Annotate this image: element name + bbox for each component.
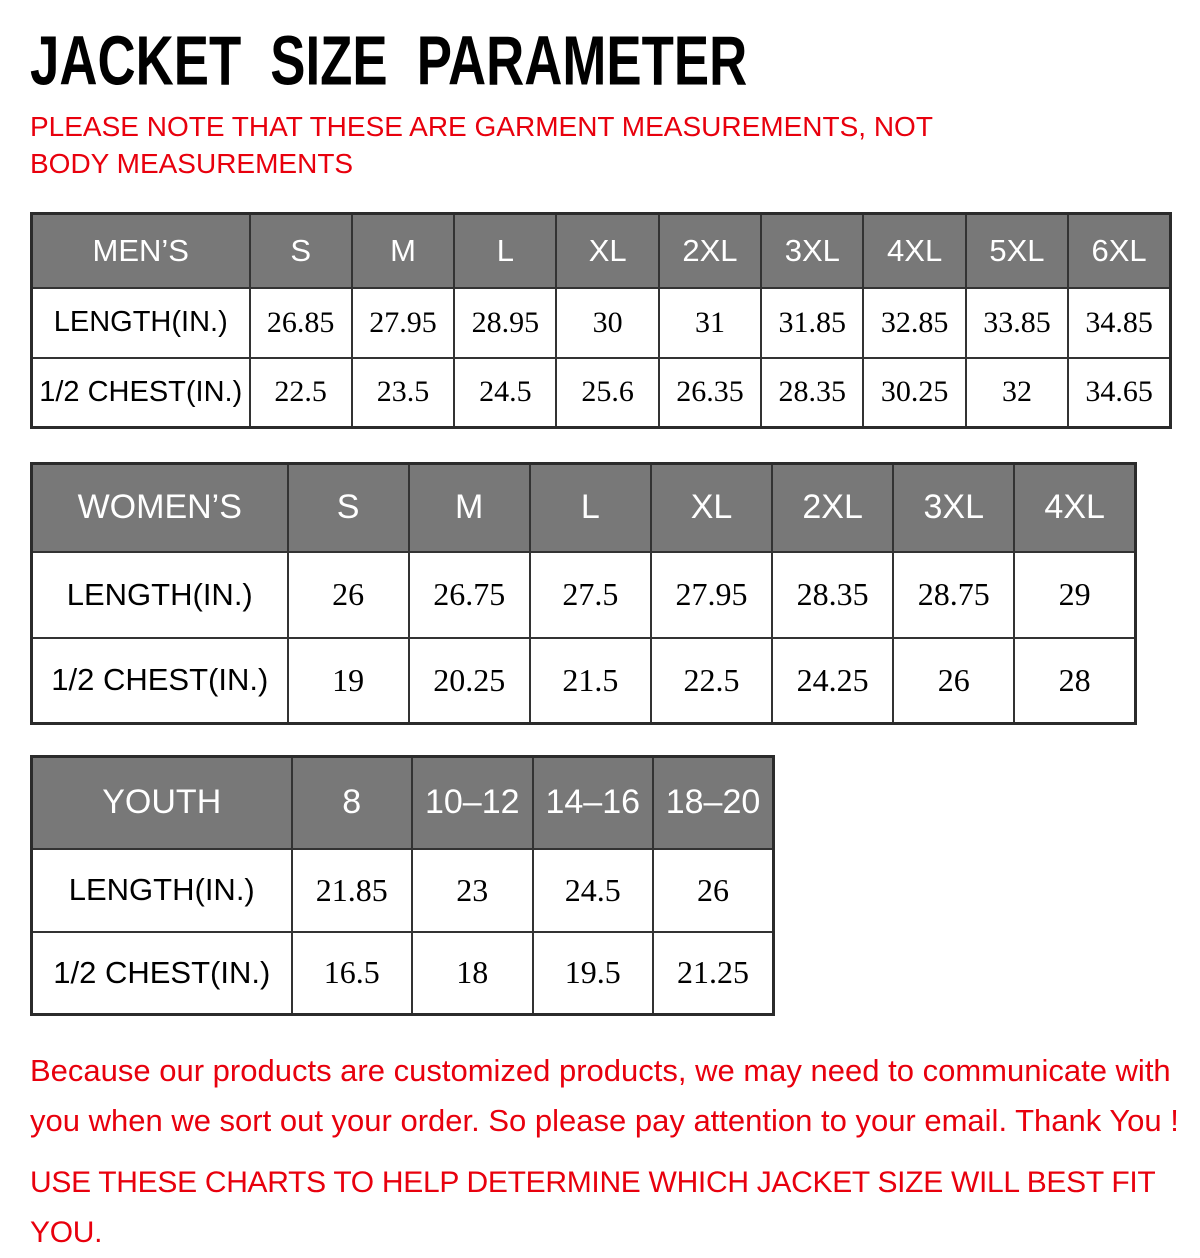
measurement-value-cell: 22.5 bbox=[250, 358, 352, 428]
measurement-value-cell: 26 bbox=[653, 849, 774, 932]
size-column-header: XL bbox=[556, 214, 658, 288]
size-header-row bbox=[32, 464, 1136, 552]
measurement-value-cell: 19.5 bbox=[533, 932, 654, 1015]
size-column-header: 3XL bbox=[761, 214, 863, 288]
row-label-cell: 1/2 CHEST(IN.) bbox=[32, 932, 292, 1015]
measurement-value-cell: 27.95 bbox=[352, 288, 454, 358]
measurement-value-cell: 33.85 bbox=[966, 288, 1068, 358]
size-column-header: L bbox=[530, 464, 651, 552]
size-column-header: 14–16 bbox=[533, 757, 654, 849]
size-header-row bbox=[32, 757, 774, 849]
row-label-cell: LENGTH(IN.) bbox=[32, 552, 288, 638]
measurement-value-cell: 24.5 bbox=[533, 849, 654, 932]
measurement-value-cell: 21.5 bbox=[530, 638, 651, 724]
page-title: JACKET SIZE PARAMETER bbox=[30, 20, 748, 100]
measurement-value-cell: 28 bbox=[1014, 638, 1135, 724]
size-column-header: 4XL bbox=[1014, 464, 1135, 552]
size-column-header: 6XL bbox=[1068, 214, 1170, 288]
size-column-header: L bbox=[454, 214, 556, 288]
measurement-row bbox=[32, 288, 1171, 358]
row-label-cell: 1/2 CHEST(IN.) bbox=[32, 638, 288, 724]
measurement-value-cell: 21.25 bbox=[653, 932, 774, 1015]
measurement-value-cell: 28.35 bbox=[761, 358, 863, 428]
footer-usage-note: USE THESE CHARTS TO HELP DETERMINE WHICH JACKET SIZE WILL BEST FIT YOU. bbox=[30, 1166, 1155, 1249]
measurement-value-cell: 32.85 bbox=[863, 288, 965, 358]
measurement-value-cell: 25.6 bbox=[556, 358, 658, 428]
size-header-row bbox=[32, 214, 1171, 288]
measurement-value-cell: 30.25 bbox=[863, 358, 965, 428]
group-header-womens: WOMEN’S bbox=[32, 464, 288, 552]
row-label-cell: LENGTH(IN.) bbox=[32, 849, 292, 932]
measurement-row bbox=[32, 638, 1136, 724]
measurement-value-cell: 26.35 bbox=[659, 358, 761, 428]
measurement-value-cell: 26 bbox=[288, 552, 409, 638]
measurement-row bbox=[32, 849, 774, 932]
measurement-value-cell: 34.85 bbox=[1068, 288, 1170, 358]
measurement-value-cell: 29 bbox=[1014, 552, 1135, 638]
measurement-value-cell: 21.85 bbox=[292, 849, 413, 932]
size-column-header: M bbox=[409, 464, 530, 552]
group-header-mens: MEN’S bbox=[32, 214, 250, 288]
garment-measurement-note: PLEASE NOTE THAT THESE ARE GARMENT MEASUREMENTS, NOT BODY MEASUREMENTS bbox=[30, 111, 933, 179]
size-column-header: 18–20 bbox=[653, 757, 774, 849]
row-label-cell: LENGTH(IN.) bbox=[32, 288, 250, 358]
measurement-value-cell: 18 bbox=[412, 932, 533, 1015]
measurement-value-cell: 31 bbox=[659, 288, 761, 358]
footer-communication-note: Because our products are customized products, we may need to communicate with you when we sort out your order. So please pay attention to your email. Thank You ! bbox=[30, 1053, 1179, 1138]
size-tables-container bbox=[30, 212, 1200, 1016]
measurement-row bbox=[32, 932, 774, 1015]
measurement-value-cell: 31.85 bbox=[761, 288, 863, 358]
size-column-header: 3XL bbox=[893, 464, 1014, 552]
group-header-youth: YOUTH bbox=[32, 757, 292, 849]
measurement-value-cell: 28.35 bbox=[772, 552, 893, 638]
measurement-value-cell: 19 bbox=[288, 638, 409, 724]
measurement-value-cell: 24.25 bbox=[772, 638, 893, 724]
size-column-header: 2XL bbox=[772, 464, 893, 552]
jacket-size-chart-page bbox=[0, 20, 1200, 1249]
size-column-header: M bbox=[352, 214, 454, 288]
measurement-row bbox=[32, 552, 1136, 638]
measurement-value-cell: 23.5 bbox=[352, 358, 454, 428]
measurement-value-cell: 26.85 bbox=[250, 288, 352, 358]
measurement-value-cell: 34.65 bbox=[1068, 358, 1170, 428]
measurement-value-cell: 24.5 bbox=[454, 358, 556, 428]
size-table-mens bbox=[30, 212, 1172, 429]
measurement-value-cell: 20.25 bbox=[409, 638, 530, 724]
measurement-value-cell: 27.5 bbox=[530, 552, 651, 638]
measurement-value-cell: 30 bbox=[556, 288, 658, 358]
size-column-header: 10–12 bbox=[412, 757, 533, 849]
size-column-header: XL bbox=[651, 464, 772, 552]
measurement-value-cell: 22.5 bbox=[651, 638, 772, 724]
measurement-value-cell: 28.75 bbox=[893, 552, 1014, 638]
size-column-header: 8 bbox=[292, 757, 413, 849]
size-column-header: S bbox=[250, 214, 352, 288]
measurement-value-cell: 26 bbox=[893, 638, 1014, 724]
measurement-value-cell: 28.95 bbox=[454, 288, 556, 358]
size-column-header: S bbox=[288, 464, 409, 552]
size-table-youth bbox=[30, 755, 775, 1016]
measurement-row bbox=[32, 358, 1171, 428]
size-column-header: 5XL bbox=[966, 214, 1068, 288]
measurement-value-cell: 27.95 bbox=[651, 552, 772, 638]
size-column-header: 4XL bbox=[863, 214, 965, 288]
size-column-header: 2XL bbox=[659, 214, 761, 288]
measurement-value-cell: 23 bbox=[412, 849, 533, 932]
row-label-cell: 1/2 CHEST(IN.) bbox=[32, 358, 250, 428]
size-table-womens bbox=[30, 462, 1137, 725]
measurement-value-cell: 16.5 bbox=[292, 932, 413, 1015]
measurement-value-cell: 32 bbox=[966, 358, 1068, 428]
measurement-value-cell: 26.75 bbox=[409, 552, 530, 638]
